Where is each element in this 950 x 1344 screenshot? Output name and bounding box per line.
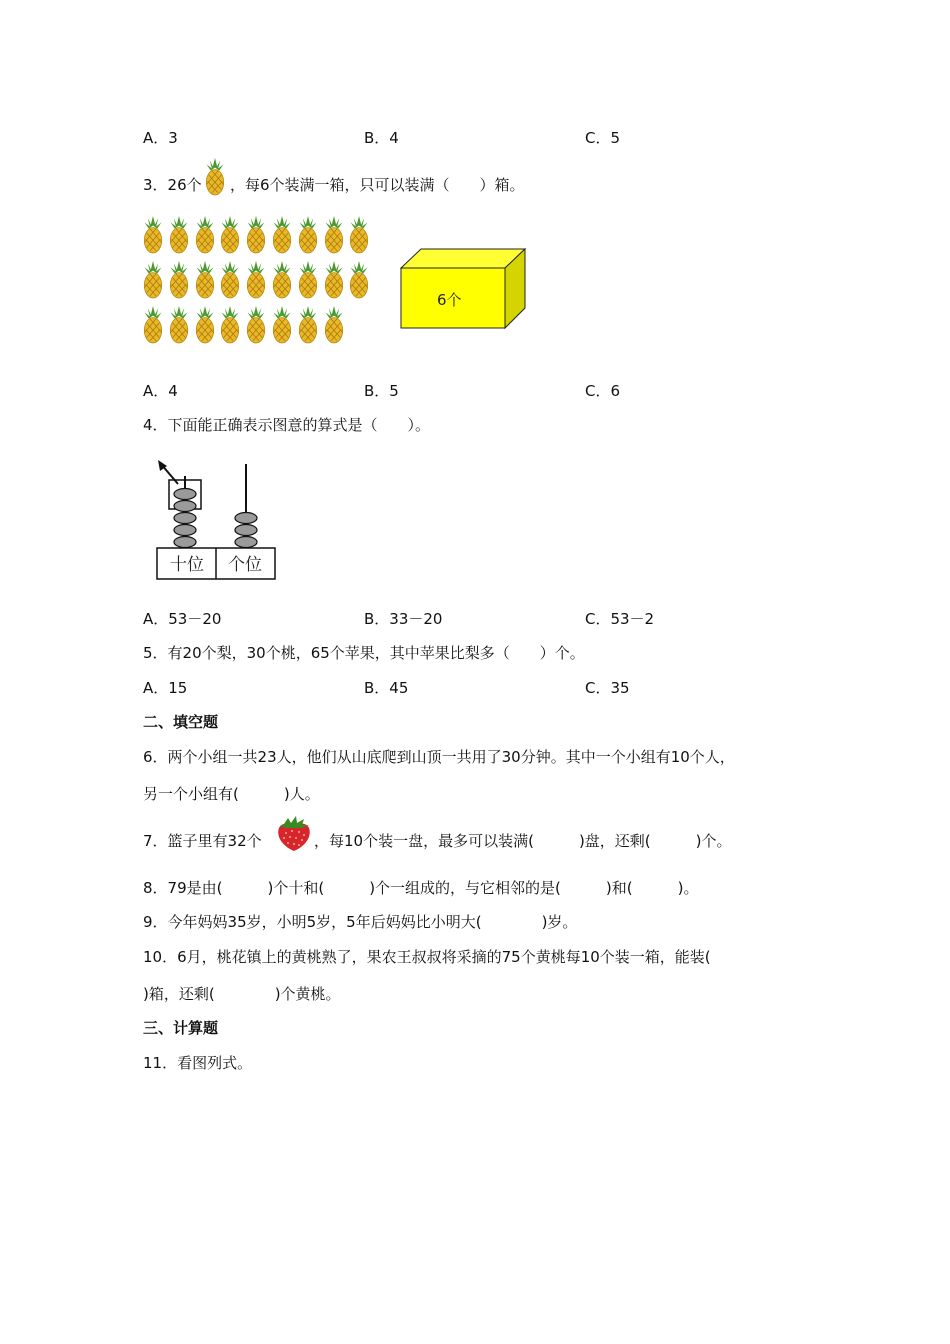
q2-option-c: C．5 [585,129,621,147]
pineapple-icon [169,306,189,344]
q10-text-line2: )箱，还剩( )个黄桃。 [143,985,341,1003]
q5-option-c: C．35 [585,679,630,697]
pineapple-icon [195,306,215,344]
q4-text: 4．下面能正确表示图意的算式是（ ）。 [143,416,431,434]
abacus-bead [235,525,257,536]
q8-text: 8．79是由( )个十和( )个一组成的，与它相邻的是( )和( )。 [143,879,699,897]
q3-option-b: B．5 [364,382,399,400]
abacus-diagram [150,458,280,583]
pineapple-grid [143,216,373,348]
pineapple-icon [324,306,344,344]
pineapple-icon [324,261,344,299]
pineapple-icon [246,216,266,254]
abacus-bead [174,489,196,500]
pineapple-icon [143,216,163,254]
pineapple-icon [169,261,189,299]
pineapple-icon [169,216,189,254]
ones-place-label: 个位 [228,555,262,575]
pineapple-icon [349,261,369,299]
box-label: 6个 [437,291,462,309]
q4-option-b: B．33－20 [364,610,443,628]
abacus-bead [174,501,196,512]
q7-text-suffix: ，每10个装一盘，最多可以装满( )盘，还剩( )个。 [314,832,732,850]
pineapple-icon [298,261,318,299]
tens-beads [174,489,196,548]
q5-text: 5．有20个梨，30个桃，65个苹果，其中苹果比梨多（ ）个。 [143,644,585,662]
pineapple-icon [298,216,318,254]
pineapple-icon [195,261,215,299]
pineapple-icon [195,216,215,254]
ones-beads [235,513,257,548]
q7-text-prefix: 7．篮子里有32个 [143,832,262,850]
pineapple-icon [272,261,292,299]
q11-text: 11．看图列式。 [143,1054,253,1072]
q4-option-c: C．53－2 [585,610,655,628]
pineapple-icon [272,306,292,344]
pineapple-icon [246,261,266,299]
q3-text-suffix: ，每6个装满一箱，只可以装满（ ）箱。 [230,176,525,194]
pineapple-icon [220,306,240,344]
q5-option-b: B．45 [364,679,409,697]
pineapple-icon [205,158,225,196]
q6-text-line1: 6．两个小组一共23人，他们从山底爬到山顶一共用了30分钟。其中一个小组有10个人， [143,748,735,766]
q3-text-prefix: 3．26个 [143,176,202,194]
box-illustration [400,248,528,330]
pineapple-icon [220,216,240,254]
q6-text-line2: 另一个小组有( )人。 [143,785,320,803]
pineapple-icon [272,216,292,254]
q2-option-b: B．4 [364,129,399,147]
q3-option-a: A．4 [143,382,178,400]
abacus-bead [174,537,196,548]
pineapple-icon [324,216,344,254]
q9-text: 9．今年妈妈35岁，小明5岁，5年后妈妈比小明大( )岁。 [143,913,578,931]
tens-place-label: 十位 [170,555,204,575]
q4-option-a: A．53－20 [143,610,222,628]
strawberry-icon [274,814,314,854]
section-heading-calculation: 三、计算题 [143,1019,219,1037]
pineapple-icon [349,216,369,254]
section-heading-fill-in: 二、填空题 [143,713,219,731]
pineapple-icon [143,261,163,299]
abacus-bead [235,537,257,548]
pineapple-icon [246,306,266,344]
q5-option-a: A．15 [143,679,188,697]
pineapple-icon [143,306,163,344]
pineapple-icon [220,261,240,299]
pineapple-icon [298,306,318,344]
q3-option-c: C．6 [585,382,621,400]
abacus-bead [174,525,196,536]
q2-option-a: A．3 [143,129,178,147]
abacus-bead [235,513,257,524]
q10-text-line1: 10．6月，桃花镇上的黄桃熟了，果农王叔叔将采摘的75个黄桃每10个装一箱，能装( [143,948,711,966]
abacus-bead [174,513,196,524]
